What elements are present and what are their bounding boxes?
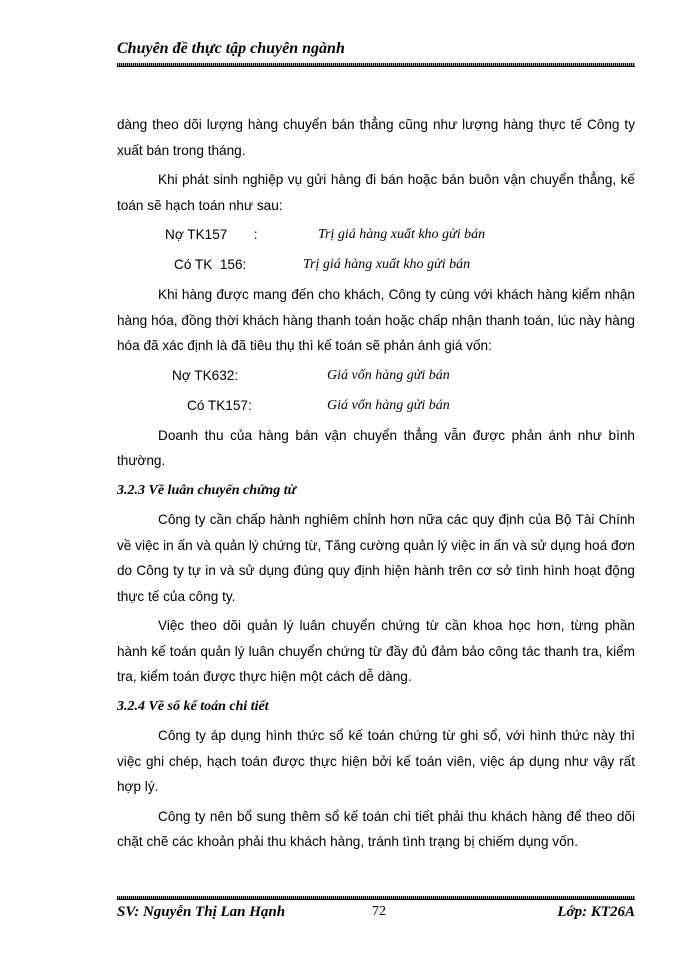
paragraph: Khi hàng được mang đến cho khách, Công ty cùng với khách hàng kiểm nhận hàng hóa, đồng thời khách hàng thanh toán hoặc chấp nhận thanh toán, lúc này hàng hóa đã xác định là đã tiêu thụ thì kế toán sẽ phản ánh giá vốn:: [117, 287, 635, 353]
document-body: [117, 112, 635, 859]
entry-account: Có TK 156:: [174, 257, 247, 272]
page-header-title: Chuyên đề thực tập chuyên ngành: [117, 40, 345, 57]
page-number: 72: [372, 904, 386, 919]
footer-student-name: SV: Nguyễn Thị Lan Hạnh: [117, 904, 286, 920]
entry-account: Có TK157:: [187, 397, 252, 413]
paragraph: dàng theo dõi lượng hàng chuyển bán thẳng cũng như lượng hàng thực tế Công ty xuất bán trong tháng.: [117, 117, 635, 158]
entry-description: Trị giá hàng xuất kho gửi bán: [303, 257, 471, 272]
paragraph: Doanh thu của hàng bán vận chuyển thẳng vẫn được phản ánh như bình thường.: [117, 427, 635, 468]
paragraph: Việc theo dõi quản lý luân chuyển chứng từ cần khoa học hơn, từng phần hành kế toán quản lý luân chuyển chứng từ đầy đủ đảm bảo công tác thanh tra, kiểm tra, kiểm toán được thực hiện một cách dễ dàng.: [117, 618, 635, 684]
footer-class-label: Lớp: KT26A: [557, 904, 635, 920]
entry-account: Nợ TK157 :: [165, 227, 258, 242]
journal-entry-credit: [117, 393, 635, 419]
paragraph: Công ty nên bổ sung thêm sổ kế toán chi tiết phải thu khách hàng để theo dõi chặt chẽ các khoản phải thu khách hàng, tránh tình trạng bị chiếm dụng vốn.: [117, 808, 635, 849]
section-heading: 3.2.3 Về luân chuyển chứng từ: [117, 482, 296, 498]
entry-account: Nợ TK632:: [172, 367, 239, 383]
entry-description: Giá vốn hàng gửi bán: [327, 367, 450, 383]
section-heading: 3.2.4 Về sổ kế toán chi tiết: [117, 698, 269, 714]
header-rule-underline: [117, 66, 635, 67]
entry-description: Trị giá hàng xuất kho gửi bán: [318, 227, 486, 242]
paragraph: Công ty cần chấp hành nghiêm chỉnh hơn nữa các quy định của Bộ Tài Chính về việc in ấn và quản lý chứng từ, Tăng cường quản lý việc in ấn và sử dụng hoá đơn do Công ty tự in và sử dụng đúng quy định hiện hành trên cơ sở tình hình hoạt động thực tế của công ty.: [117, 512, 635, 604]
journal-entry-debit: [117, 363, 635, 389]
journal-entry-credit: [117, 252, 635, 278]
entry-description: Giá vốn hàng gửi bán: [327, 397, 450, 413]
journal-entry-debit: [117, 222, 635, 248]
paragraph: Khi phát sinh nghiệp vụ gửi hàng đi bán hoặc bán buôn vận chuyển thẳng, kế toán sẽ hạch toán như sau:: [117, 172, 635, 213]
footer-rule-underline: [117, 899, 635, 900]
paragraph: Công ty áp dụng hình thức sổ kế toán chứng từ ghi sổ, với hình thức này thì việc ghi chép, hạch toán được thực hiện bởi kế toán viên, việc áp dụng như vậy rất hợp lý.: [117, 728, 635, 794]
